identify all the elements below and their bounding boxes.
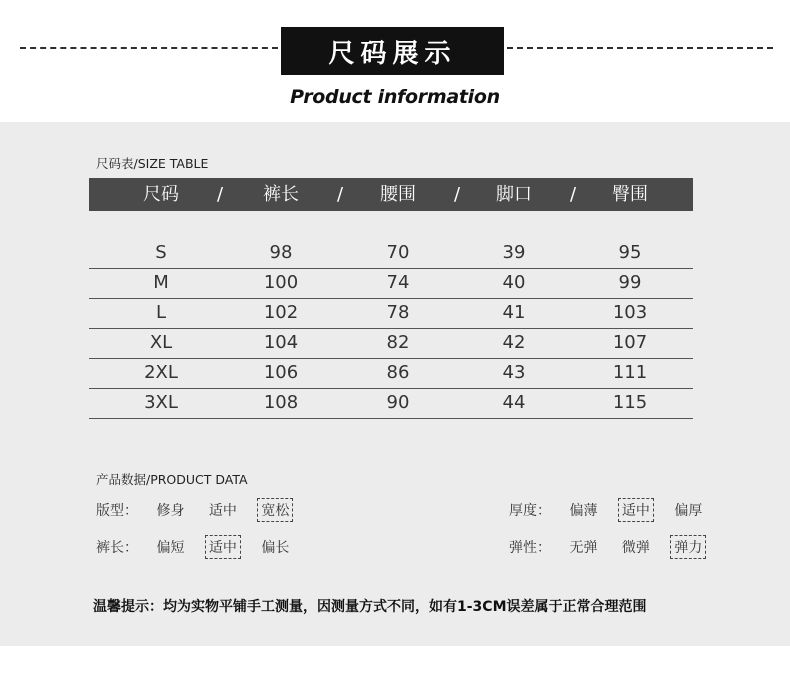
size-table-label: 尺码表/SIZE TABLE [96,156,209,171]
cell-length: 98 [269,242,293,263]
cell-hip: 111 [612,362,648,383]
cell-size: M [153,272,169,293]
length-label: 裤长： [96,540,138,556]
thickness-option-thin: 偏薄 [569,503,598,519]
size-table-header [89,178,693,211]
elasticity-option-stretch: 弹力 [670,535,706,559]
elasticity-option-none: 无弹 [569,540,598,556]
cell-hem: 39 [502,242,526,263]
length-option-long: 偏长 [261,540,290,556]
cell-hip: 103 [612,302,648,323]
cell-hip: 99 [618,272,642,293]
cell-length: 102 [263,302,299,323]
table-row [89,328,693,359]
elasticity-option-slight: 微弹 [621,540,650,556]
cell-hem: 41 [502,302,526,323]
fit-attribute [96,498,299,522]
cell-waist: 70 [386,242,410,263]
column-separator: / [453,184,461,205]
column-header-hem: 脚口 [496,184,532,205]
cell-waist: 86 [386,362,410,383]
length-option-regular: 适中 [205,535,241,559]
fit-label: 版型： [96,503,138,519]
column-header-waist: 腰围 [380,184,416,205]
elasticity-label: 弹性： [509,540,551,556]
page-subtitle: Product information [290,86,500,108]
table-row [89,388,693,419]
fit-option-loose: 宽松 [257,498,293,522]
fit-option-slim: 修身 [156,503,185,519]
table-row [89,298,693,329]
column-separator: / [216,184,224,205]
thickness-label: 厚度： [509,503,551,519]
cell-length: 106 [263,362,299,383]
cell-size: L [155,302,167,323]
thickness-option-medium: 适中 [618,498,654,522]
column-separator: / [336,184,344,205]
fit-option-regular: 适中 [208,503,237,519]
length-attribute [96,535,299,559]
page-title: 尺码展示 [281,27,504,75]
table-row [89,268,693,299]
column-header-length: 裤长 [263,184,299,205]
table-row [89,358,693,389]
cell-hem: 40 [502,272,526,293]
product-data-label: 产品数据/PRODUCT DATA [96,472,248,487]
cell-hem: 44 [502,392,526,413]
cell-size: 2XL [144,362,178,383]
right-dashed-divider [507,47,773,49]
cell-hip: 95 [618,242,642,263]
cell-size: S [155,242,167,263]
cell-waist: 78 [386,302,410,323]
cell-waist: 82 [386,332,410,353]
cell-length: 108 [263,392,299,413]
cell-length: 100 [263,272,299,293]
thickness-attribute [509,498,712,522]
cell-hem: 42 [502,332,526,353]
left-dashed-divider [20,47,278,49]
cell-length: 104 [263,332,299,353]
thickness-option-thick: 偏厚 [674,503,703,519]
cell-size: XL [149,332,173,353]
elasticity-attribute [509,535,712,559]
measurement-notice: 温馨提示：均为实物平铺手工测量，因测量方式不同，如有1-3CM误差属于正常合理范围 [93,599,647,615]
length-option-short: 偏短 [156,540,185,556]
cell-hip: 107 [612,332,648,353]
column-separator: / [569,184,577,205]
column-header-hip: 臀围 [612,184,648,205]
cell-waist: 90 [386,392,410,413]
column-header-size: 尺码 [143,184,179,205]
cell-waist: 74 [386,272,410,293]
cell-size: 3XL [144,392,178,413]
table-row [89,238,693,269]
cell-hem: 43 [502,362,526,383]
cell-hip: 115 [612,392,648,413]
